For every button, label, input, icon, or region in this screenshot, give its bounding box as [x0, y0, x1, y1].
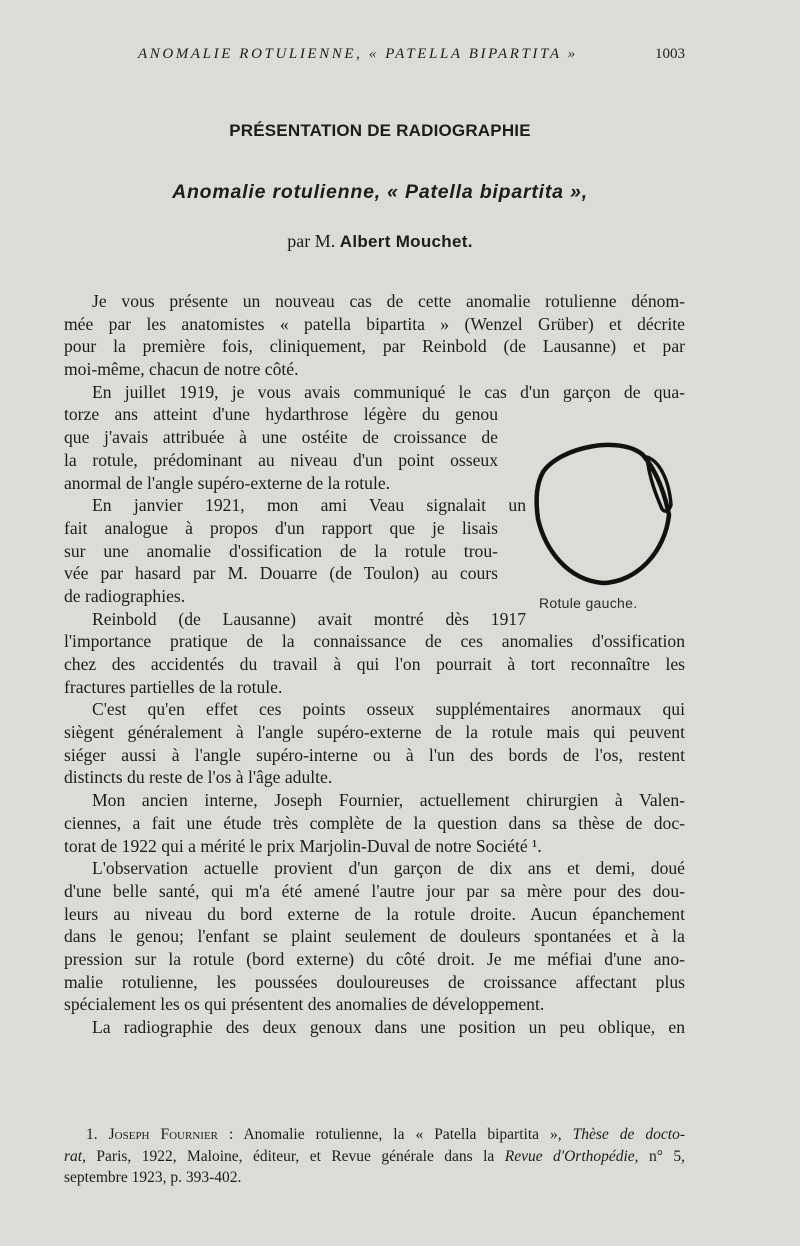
figure-caption: Rotule gauche. — [539, 595, 638, 611]
text-line: torze ans atteint d'une hydarthrose légère du genou — [64, 404, 498, 425]
footnote-text: Paris, 1922, Maloine, éditeur, et Revue générale dans la — [96, 1147, 495, 1165]
patella-figure — [525, 437, 685, 627]
footnote — [64, 1124, 685, 1189]
text-line: pour la première fois, cliniquement, par Reinbold (de Lausanne) et par — [64, 336, 685, 357]
page-number: 1003 — [655, 46, 685, 62]
text-line: vée par hasard par M. Douarre (de Toulon) au cours — [64, 563, 498, 584]
text-line: En janvier 1921, mon ami Veau signalait un — [92, 495, 526, 516]
footnote-italic: Thèse de docto- — [572, 1126, 685, 1143]
byline-author: Albert Mouchet. — [339, 232, 473, 251]
text-line: dans le genou; l'enfant se plaint seulement de douleurs spontanées et à la — [64, 926, 685, 947]
text-line: spécialement les os qui présentent des anomalies de développement. — [64, 994, 545, 1015]
text-line: torat de 1922 qui a mérité le prix Marjolin-Duval de notre Société ¹. — [64, 835, 542, 856]
patella-drawing — [525, 437, 685, 592]
footnote-line: septembre 1923, p. 393-402. — [64, 1169, 242, 1186]
running-head-title: ANOMALIE ROTULIENNE, « PATELLA BIPARTITA » — [138, 46, 578, 62]
text-line: anormal de l'angle supéro-externe de la rotule. — [64, 472, 391, 493]
text-line: Mon ancien interne, Joseph Fournier, actuellement chirurgien à Valen- — [92, 790, 685, 811]
text-line: ciennes, a fait une étude très complète de la question dans sa thèse de doc- — [64, 812, 685, 833]
text-line: de radiographies. — [64, 585, 186, 606]
text-line: siéger aussi à l'angle supéro-interne ou à l'un des bords de l'os, restent — [64, 744, 685, 765]
text-line: En juillet 1919, je vous avais communiqué le cas d'un garçon de qua- — [92, 381, 685, 402]
text-line: Reinbold (de Lausanne) avait montré dès 1917 — [92, 608, 526, 629]
text-line: siègent généralement à l'angle supéro-externe de la rotule mais qui peuvent — [64, 722, 685, 743]
text-line: Je vous présente un nouveau cas de cette anomalie rotulienne dénom- — [92, 291, 685, 311]
footnote-marker: 1. — [86, 1126, 98, 1143]
text-line: que j'avais attribuée à une ostéite de croissance de — [64, 427, 498, 448]
text-line: moi-même, chacun de notre côté. — [64, 359, 299, 380]
footnote-line — [64, 1146, 685, 1168]
text-line: fractures partielles de la rotule. — [64, 676, 283, 697]
byline-prefix: par M. — [287, 231, 336, 251]
section-title: PRÉSENTATION DE RADIOGRAPHIE — [229, 121, 531, 140]
footnote-line — [64, 1124, 685, 1146]
body-text — [64, 290, 685, 1039]
text-line: C'est qu'en effet ces points osseux supplémentaires anormaux qui — [92, 699, 685, 720]
text-line: L'observation actuelle provient d'un garçon de dix ans et demi, doué — [92, 858, 685, 879]
byline — [0, 231, 760, 252]
text-line: chez des accidentés du travail à qui l'on pourrait à tort reconnaître les — [64, 654, 685, 674]
footnote-text: : Anomalie rotulienne, la « Patella bipartita », — [229, 1126, 562, 1143]
footnote-author: Joseph Fournier — [108, 1126, 219, 1143]
text-line: malie rotulienne, les poussées douloureuses de croissance affectant plus — [64, 971, 685, 992]
text-line: La radiographie des deux genoux dans une position un peu oblique, en — [92, 1017, 685, 1037]
text-line: mée par les anatomistes « patella bipartita » (Wenzel Grüber) et décrite — [64, 313, 685, 334]
text-line: distincts du reste de l'os à l'âge adulte. — [64, 767, 333, 788]
article-title: Anomalie rotulienne, « Patella bipartita », — [172, 181, 588, 203]
text-line: sur une anomalie d'ossification de la rotule trou- — [64, 540, 498, 561]
text-line: fait analogue à propos d'un rapport que je lisais — [64, 517, 498, 538]
text-line: la rotule, prédominant au niveau d'un point osseux — [64, 449, 498, 470]
running-head — [60, 46, 685, 72]
footnote-journal: Revue d'Orthopédie, — [504, 1147, 639, 1165]
footnote-text: n° 5, — [649, 1147, 685, 1165]
text-line: d'une belle santé, qui m'a été amené l'autre jour par sa mère pour des dou- — [64, 880, 685, 901]
footnote-italic: rat, — [64, 1147, 86, 1165]
text-line: pression sur la rotule (bord externe) du côté droit. Je me méfiai d'une ano- — [64, 948, 685, 969]
text-line: leurs au niveau du bord externe de la rotule droite. Aucun épanchement — [64, 903, 685, 924]
text-line: l'importance pratique de la connaissance de ces anomalies d'ossification — [64, 631, 685, 652]
